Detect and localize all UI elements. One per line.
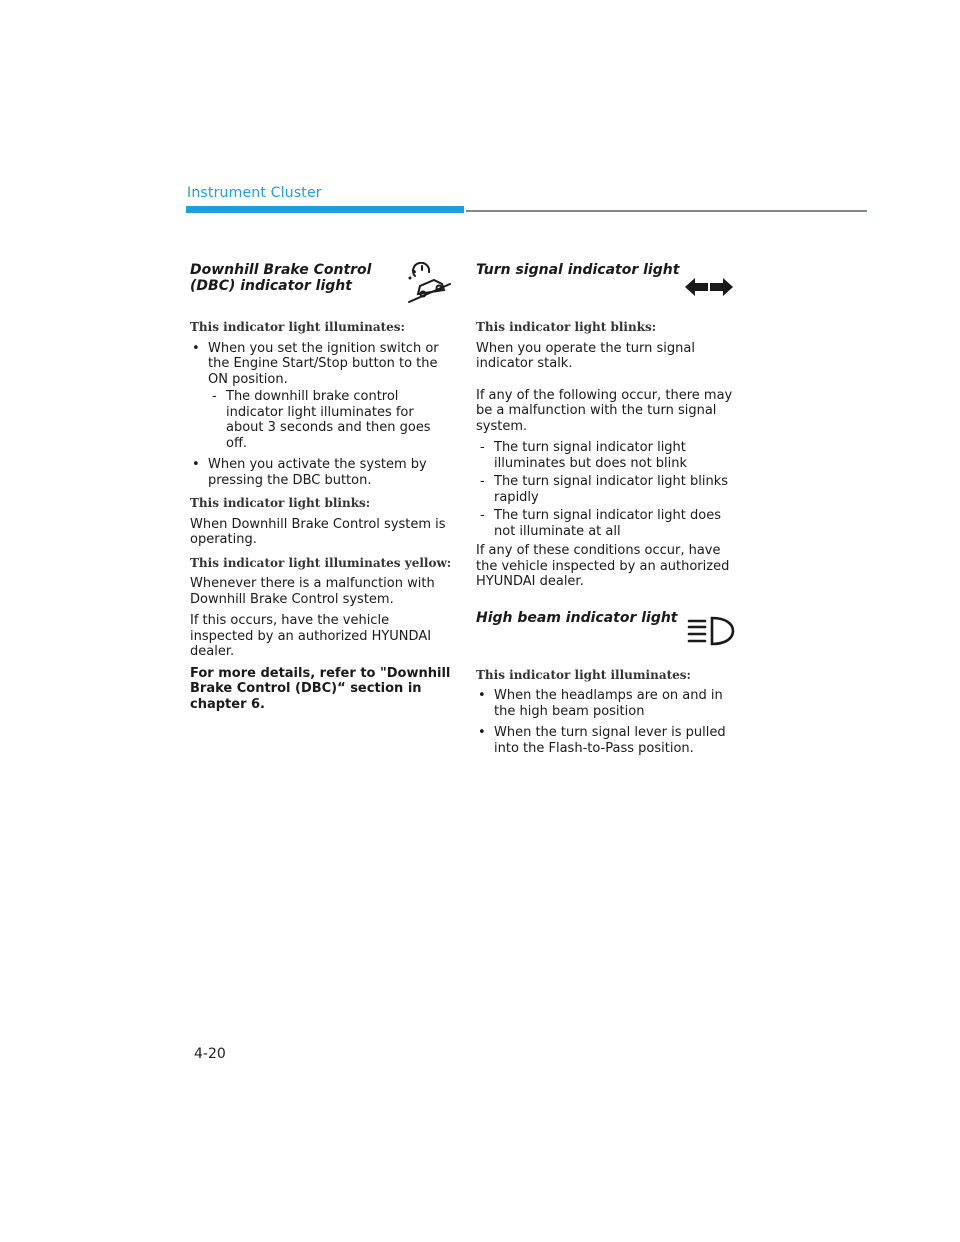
- header-rule-accent: [186, 206, 464, 213]
- high-beam-illuminates-lead: This indicator light illuminates:: [476, 667, 691, 682]
- page-number: 4-20: [194, 1046, 226, 1062]
- turn-blinks-lead: This indicator light blinks:: [476, 320, 657, 334]
- list-item: [190, 341, 452, 452]
- dbc-illuminates-list: [190, 341, 452, 489]
- turn-text-inspect: If any of these conditions occur, have the vehicle inspected by an authorized HYUNDAI dealer.: [476, 543, 730, 589]
- turn-text-operate: When you operate the turn signal indicator stalk.: [476, 340, 695, 371]
- list-item: - The turn signal indicator light illuminates but does not blink: [476, 440, 738, 471]
- dbc-yellow-lead: This indicator light illuminates yellow:: [190, 555, 452, 570]
- high-beam-title: High beam indicator light: [476, 609, 678, 626]
- downhill-brake-control-icon: [406, 262, 452, 311]
- high-beam-section-header: [476, 610, 738, 660]
- header-rule: [466, 210, 867, 212]
- turn-signal-arrows-icon: [684, 276, 734, 303]
- dbc-more-details: For more details, refer to "Downhill Brake Control (DBC)“ section in chapter 6.: [190, 665, 451, 712]
- right-column: [476, 262, 738, 762]
- list-item: • When the turn signal lever is pulled into the Flash-to-Pass position.: [476, 725, 738, 756]
- dbc-title: Downhill Brake Control (DBC) indicator light: [190, 262, 372, 294]
- list-item: - The turn signal indicator light does not illuminate at all: [476, 508, 738, 539]
- list-item-text: When you set the ignition switch or the Engine Start/Stop button to the ON position.: [208, 340, 439, 387]
- dbc-yellow-text: Whenever there is a malfunction with Downhill Brake Control system.: [190, 576, 435, 607]
- turn-malfunction-list: [476, 440, 738, 539]
- list-item: • When the headlamps are on and in the high beam position: [476, 688, 738, 719]
- dbc-illuminates-lead: This indicator light illuminates:: [190, 320, 405, 334]
- high-beam-icon: [686, 614, 736, 653]
- turn-section-header: [476, 262, 738, 312]
- list-item: • When you activate the system by pressing the DBC button.: [190, 457, 452, 488]
- left-column: [190, 262, 452, 718]
- dbc-inspect-text: If this occurs, have the vehicle inspected by an authorized HYUNDAI dealer.: [190, 613, 432, 659]
- dbc-sublist: [208, 389, 452, 451]
- list-item: - The downhill brake control indicator light illuminates for about 3 seconds and then goes off.: [208, 389, 452, 451]
- dbc-section-header: [190, 262, 452, 312]
- turn-title: Turn signal indicator light: [476, 262, 680, 278]
- list-item: - The turn signal indicator light blinks rapidly: [476, 474, 738, 505]
- high-beam-list: [476, 688, 738, 756]
- chapter-title: Instrument Cluster: [187, 185, 322, 201]
- dbc-blinks-text: When Downhill Brake Control system is operating.: [190, 516, 446, 547]
- dbc-blinks-lead: This indicator light blinks:: [190, 496, 371, 510]
- turn-text-malfunction: If any of the following occur, there may be a malfunction with the turn signal system.: [476, 387, 733, 434]
